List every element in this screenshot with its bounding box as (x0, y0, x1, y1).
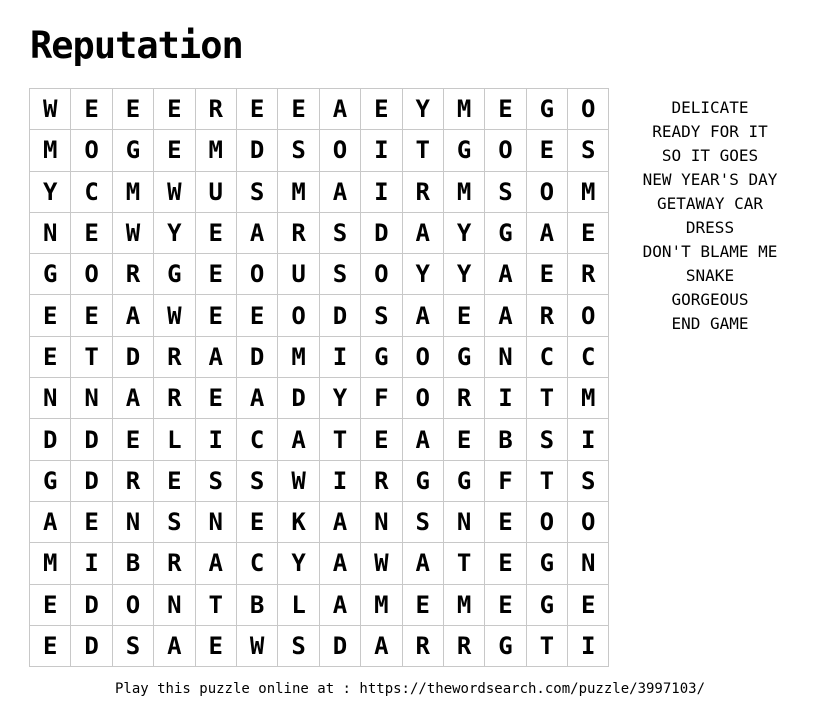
grid-cell[interactable]: E (526, 254, 567, 295)
grid-row (30, 295, 609, 336)
grid-cell[interactable]: S (319, 212, 360, 253)
grid-cell[interactable]: A (154, 625, 195, 666)
grid-cell[interactable]: F (361, 378, 402, 419)
grid-cell[interactable]: R (154, 543, 195, 584)
puzzle-title: Reputation (30, 24, 243, 67)
grid-cell[interactable]: A (485, 295, 526, 336)
grid-cell[interactable]: E (443, 419, 484, 460)
grid-cell[interactable]: O (402, 336, 443, 377)
grid-cell[interactable]: S (568, 130, 609, 171)
grid-cell[interactable]: N (568, 543, 609, 584)
grid-cell[interactable]: S (112, 625, 153, 666)
grid-cell[interactable]: A (361, 625, 402, 666)
grid-cell[interactable]: W (278, 460, 319, 501)
grid-cell[interactable]: W (112, 212, 153, 253)
grid-cell[interactable]: O (236, 254, 277, 295)
grid-cell[interactable]: A (319, 89, 360, 130)
word-list-item: END GAME (671, 314, 749, 333)
grid-cell[interactable]: M (112, 171, 153, 212)
grid-cell[interactable]: N (112, 501, 153, 542)
word-list-item: DRESS (685, 218, 735, 237)
grid-cell[interactable]: T (319, 419, 360, 460)
grid-cell[interactable]: I (568, 625, 609, 666)
grid-cell[interactable]: A (402, 295, 443, 336)
grid-cell[interactable]: A (402, 543, 443, 584)
grid-cell[interactable]: S (236, 171, 277, 212)
grid-cell[interactable]: A (319, 584, 360, 625)
grid-cell[interactable]: I (361, 130, 402, 171)
grid-cell[interactable]: R (443, 625, 484, 666)
grid-cell[interactable]: S (402, 501, 443, 542)
grid-cell[interactable]: S (278, 625, 319, 666)
grid-cell[interactable]: M (30, 130, 71, 171)
grid-cell[interactable]: E (485, 89, 526, 130)
grid-cell[interactable]: I (319, 460, 360, 501)
grid-cell[interactable]: S (568, 460, 609, 501)
grid-cell[interactable]: E (154, 130, 195, 171)
grid-cell[interactable]: E (443, 295, 484, 336)
grid-cell[interactable]: A (319, 171, 360, 212)
grid-cell[interactable]: D (71, 419, 112, 460)
grid-cell[interactable]: E (154, 89, 195, 130)
grid-cell[interactable]: A (485, 254, 526, 295)
word-list-item: SO IT GOES (661, 146, 759, 165)
grid-cell[interactable]: G (485, 625, 526, 666)
grid-cell[interactable]: D (71, 625, 112, 666)
grid-cell[interactable]: O (485, 130, 526, 171)
grid-cell[interactable]: D (236, 130, 277, 171)
grid-cell[interactable]: U (195, 171, 236, 212)
grid-cell[interactable]: R (278, 212, 319, 253)
grid-cell[interactable]: R (154, 378, 195, 419)
grid-cell[interactable]: G (526, 89, 567, 130)
grid-cell[interactable]: M (568, 378, 609, 419)
grid-cell[interactable]: R (402, 171, 443, 212)
grid-cell[interactable]: E (236, 295, 277, 336)
grid-cell[interactable]: M (195, 130, 236, 171)
grid-cell[interactable]: O (568, 89, 609, 130)
grid-cell[interactable]: S (154, 501, 195, 542)
grid-cell[interactable]: A (526, 212, 567, 253)
grid-cell[interactable]: E (30, 336, 71, 377)
grid-cell[interactable]: Y (443, 254, 484, 295)
grid-cell[interactable]: E (361, 419, 402, 460)
grid-cell[interactable]: D (319, 625, 360, 666)
grid-cell[interactable]: G (112, 130, 153, 171)
grid-cell[interactable]: O (319, 130, 360, 171)
grid-cell[interactable]: O (526, 171, 567, 212)
grid-cell[interactable]: I (195, 419, 236, 460)
grid-cell[interactable]: T (402, 130, 443, 171)
grid-cell[interactable]: D (361, 212, 402, 253)
grid-cell[interactable]: Y (30, 171, 71, 212)
letter-grid (29, 88, 609, 667)
word-list-item: GETAWAY CAR (657, 194, 763, 213)
grid-cell[interactable]: A (195, 336, 236, 377)
grid-cell[interactable]: M (443, 171, 484, 212)
grid-cell[interactable]: R (568, 254, 609, 295)
grid-cell[interactable]: N (443, 501, 484, 542)
word-list-item: SNAKE (685, 266, 735, 285)
word-list-item: READY FOR IT (652, 122, 768, 141)
grid-cell[interactable]: O (278, 295, 319, 336)
grid-cell[interactable]: U (278, 254, 319, 295)
grid-cell[interactable]: C (526, 336, 567, 377)
grid-cell[interactable]: R (154, 336, 195, 377)
grid-cell[interactable]: D (319, 295, 360, 336)
grid-cell[interactable]: T (526, 625, 567, 666)
grid-cell[interactable]: M (443, 89, 484, 130)
grid-cell[interactable]: A (319, 543, 360, 584)
grid-cell[interactable]: A (319, 501, 360, 542)
grid-cell[interactable]: E (236, 89, 277, 130)
grid-cell[interactable]: E (402, 584, 443, 625)
grid-cell[interactable]: W (236, 625, 277, 666)
grid-cell[interactable]: G (443, 336, 484, 377)
grid-cell[interactable]: E (112, 419, 153, 460)
grid-row (30, 419, 609, 460)
grid-cell[interactable]: C (71, 171, 112, 212)
grid-cell[interactable]: S (526, 419, 567, 460)
grid-cell[interactable]: R (526, 295, 567, 336)
grid-cell[interactable]: O (112, 584, 153, 625)
grid-cell[interactable]: W (30, 89, 71, 130)
grid-row (30, 378, 609, 419)
grid-cell[interactable]: I (319, 336, 360, 377)
grid-cell[interactable]: E (526, 130, 567, 171)
grid-cell[interactable]: D (30, 419, 71, 460)
grid-cell[interactable]: D (71, 584, 112, 625)
grid-cell[interactable]: R (361, 460, 402, 501)
word-list-item: GORGEOUS (671, 290, 749, 309)
grid-cell[interactable]: E (30, 295, 71, 336)
grid-row (30, 501, 609, 542)
grid-cell[interactable]: M (361, 584, 402, 625)
grid-cell[interactable]: G (402, 460, 443, 501)
grid-cell[interactable]: A (402, 419, 443, 460)
grid-cell[interactable]: N (195, 501, 236, 542)
grid-cell[interactable]: T (443, 543, 484, 584)
grid-cell[interactable]: E (195, 378, 236, 419)
grid-cell[interactable]: T (526, 378, 567, 419)
word-list (630, 96, 790, 336)
grid-cell[interactable]: W (154, 295, 195, 336)
grid-cell[interactable]: M (568, 171, 609, 212)
grid-cell[interactable]: B (112, 543, 153, 584)
grid-cell[interactable]: M (278, 171, 319, 212)
grid-cell[interactable]: E (71, 89, 112, 130)
grid-cell[interactable]: N (71, 378, 112, 419)
grid-cell[interactable]: G (443, 460, 484, 501)
grid-cell[interactable]: E (361, 89, 402, 130)
grid-row (30, 89, 609, 130)
grid-cell[interactable]: R (443, 378, 484, 419)
grid-cell[interactable]: T (195, 584, 236, 625)
grid-cell[interactable]: L (278, 584, 319, 625)
grid-row (30, 212, 609, 253)
grid-cell[interactable]: I (71, 543, 112, 584)
grid-row (30, 460, 609, 501)
grid-cell[interactable]: A (236, 212, 277, 253)
grid-cell[interactable]: O (71, 254, 112, 295)
grid-cell[interactable]: E (568, 212, 609, 253)
word-list-item: DELICATE (671, 98, 749, 117)
grid-cell[interactable]: E (278, 89, 319, 130)
grid-cell[interactable]: E (195, 625, 236, 666)
grid-cell[interactable]: O (568, 501, 609, 542)
grid-cell[interactable]: O (568, 295, 609, 336)
grid-cell[interactable]: O (71, 130, 112, 171)
grid-cell[interactable]: C (236, 419, 277, 460)
grid-cell[interactable]: I (568, 419, 609, 460)
grid-cell[interactable]: A (112, 378, 153, 419)
grid-cell[interactable]: Y (402, 254, 443, 295)
grid-cell[interactable]: A (30, 501, 71, 542)
grid-cell[interactable]: S (236, 460, 277, 501)
grid-cell[interactable]: D (236, 336, 277, 377)
play-online-link[interactable]: Play this puzzle online at : https://thewordsearch.com/puzzle/3997103/ (114, 681, 705, 697)
grid-cell[interactable]: R (195, 89, 236, 130)
grid-cell[interactable]: C (568, 336, 609, 377)
grid-cell[interactable]: N (154, 584, 195, 625)
grid-cell[interactable]: C (236, 543, 277, 584)
grid-cell[interactable]: G (361, 336, 402, 377)
grid-cell[interactable]: Y (154, 212, 195, 253)
grid-cell[interactable]: D (112, 336, 153, 377)
grid-cell[interactable]: E (236, 501, 277, 542)
grid-cell[interactable]: Y (278, 543, 319, 584)
grid-cell[interactable]: N (30, 378, 71, 419)
grid-cell[interactable]: E (195, 295, 236, 336)
grid-cell[interactable]: G (30, 460, 71, 501)
grid-cell[interactable]: D (278, 378, 319, 419)
grid-cell[interactable]: N (30, 212, 71, 253)
grid-cell[interactable]: G (30, 254, 71, 295)
grid-cell[interactable]: W (361, 543, 402, 584)
grid-cell[interactable]: E (30, 625, 71, 666)
grid-cell[interactable]: S (361, 295, 402, 336)
word-list-item: DON'T BLAME ME (642, 242, 778, 261)
grid-row (30, 130, 609, 171)
grid-cell[interactable]: O (361, 254, 402, 295)
grid-cell[interactable]: G (154, 254, 195, 295)
grid-cell[interactable]: E (485, 584, 526, 625)
grid-cell[interactable]: K (278, 501, 319, 542)
grid-cell[interactable]: L (154, 419, 195, 460)
grid-cell[interactable]: M (30, 543, 71, 584)
grid-cell[interactable]: B (485, 419, 526, 460)
grid-cell[interactable]: A (195, 543, 236, 584)
grid-cell[interactable]: Y (319, 378, 360, 419)
grid-row (30, 336, 609, 377)
grid-cell[interactable]: A (278, 419, 319, 460)
grid-cell[interactable]: E (568, 584, 609, 625)
grid-cell[interactable]: B (236, 584, 277, 625)
grid-cell[interactable]: E (485, 543, 526, 584)
grid-cell[interactable]: D (71, 460, 112, 501)
grid-cell[interactable]: A (236, 378, 277, 419)
grid-cell[interactable]: E (154, 460, 195, 501)
word-list-item: NEW YEAR'S DAY (642, 170, 778, 189)
grid-cell[interactable]: E (112, 89, 153, 130)
grid-row (30, 625, 609, 666)
grid-cell[interactable]: A (112, 295, 153, 336)
grid-cell[interactable]: I (485, 378, 526, 419)
grid-cell[interactable]: Y (402, 89, 443, 130)
grid-cell[interactable]: I (361, 171, 402, 212)
grid-cell[interactable]: G (443, 130, 484, 171)
grid-row (30, 171, 609, 212)
grid-cell[interactable]: S (319, 254, 360, 295)
grid-cell[interactable]: E (71, 295, 112, 336)
grid-cell[interactable]: F (485, 460, 526, 501)
grid-cell[interactable]: M (278, 336, 319, 377)
grid-cell[interactable]: R (402, 625, 443, 666)
grid-cell[interactable]: A (402, 212, 443, 253)
grid-cell[interactable]: E (71, 501, 112, 542)
grid-cell[interactable]: R (112, 460, 153, 501)
grid-cell[interactable]: N (485, 336, 526, 377)
grid-cell[interactable]: G (526, 543, 567, 584)
grid-cell[interactable]: E (195, 212, 236, 253)
grid-cell[interactable]: G (485, 212, 526, 253)
grid-cell[interactable]: G (526, 584, 567, 625)
grid-cell[interactable]: T (71, 336, 112, 377)
grid-cell[interactable]: M (443, 584, 484, 625)
grid-row (30, 584, 609, 625)
grid-cell[interactable]: W (154, 171, 195, 212)
grid-cell[interactable]: N (361, 501, 402, 542)
grid-row (30, 543, 609, 584)
grid-cell[interactable]: R (112, 254, 153, 295)
grid-cell[interactable]: S (278, 130, 319, 171)
grid-cell[interactable]: E (30, 584, 71, 625)
grid-cell[interactable]: E (71, 212, 112, 253)
grid-cell[interactable]: E (485, 501, 526, 542)
grid-cell[interactable]: S (195, 460, 236, 501)
grid-cell[interactable]: O (402, 378, 443, 419)
grid-cell[interactable]: T (526, 460, 567, 501)
grid-cell[interactable]: S (485, 171, 526, 212)
grid-cell[interactable]: O (526, 501, 567, 542)
grid-row (30, 254, 609, 295)
grid-cell[interactable]: Y (443, 212, 484, 253)
grid-cell[interactable]: E (195, 254, 236, 295)
